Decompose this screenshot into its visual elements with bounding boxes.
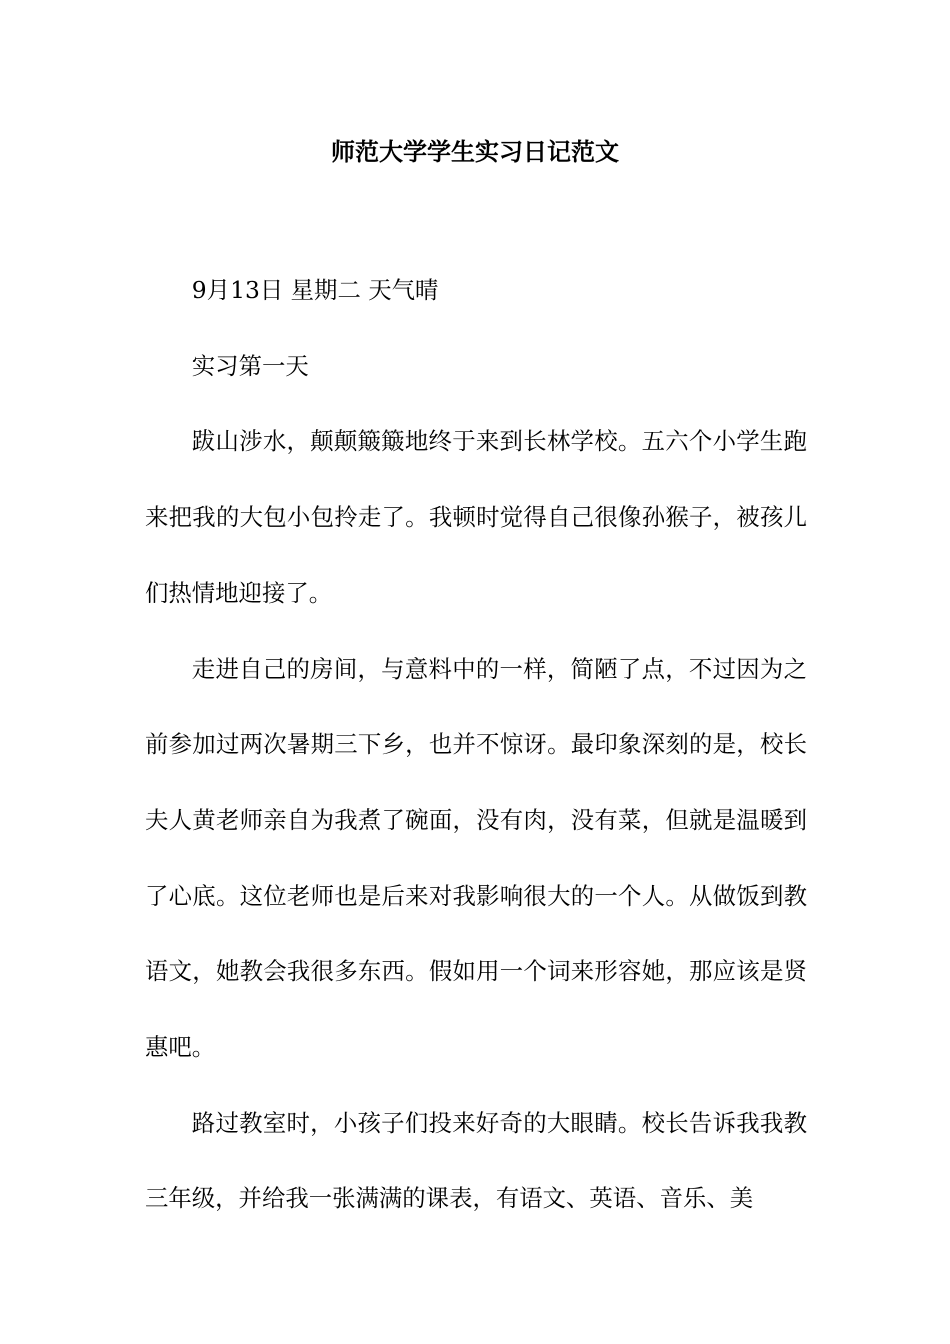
paragraph: 走进自己的房间，与意料中的一样，简陋了点，不过因为之前参加过两次暑期三下乡，也并不惊讶。最印象深刻的是，校长夫人黄老师亲自为我煮了碗面，没有肉，没有菜，但就是温暖到了心底。这位老师也是后来对我影响很大的一个人。从做饭到教语文，她教会我很多东西。假如用一个词来形容她，那应该是贤惠吧。: [145, 654, 807, 1062]
document-body: [145, 253, 807, 1237]
paragraph: 路过教室时，小孩子们投来好奇的大眼睛。校长告诉我我教三年级，并给我一张满满的课表，有语文、英语、音乐、美: [145, 1108, 807, 1213]
document-title: 师范大学学生实习日记范文: [331, 137, 619, 166]
paragraph: 跋山涉水，颠颠簸簸地终于来到长林学校。五六个小学生跑来把我的大包小包拎走了。我顿时觉得自己很像孙猴子，被孩儿们热情地迎接了。: [145, 427, 807, 607]
date-line: 9月13日 星期二 天气晴: [191, 276, 439, 304]
entry-heading: 实习第一天: [191, 351, 309, 380]
